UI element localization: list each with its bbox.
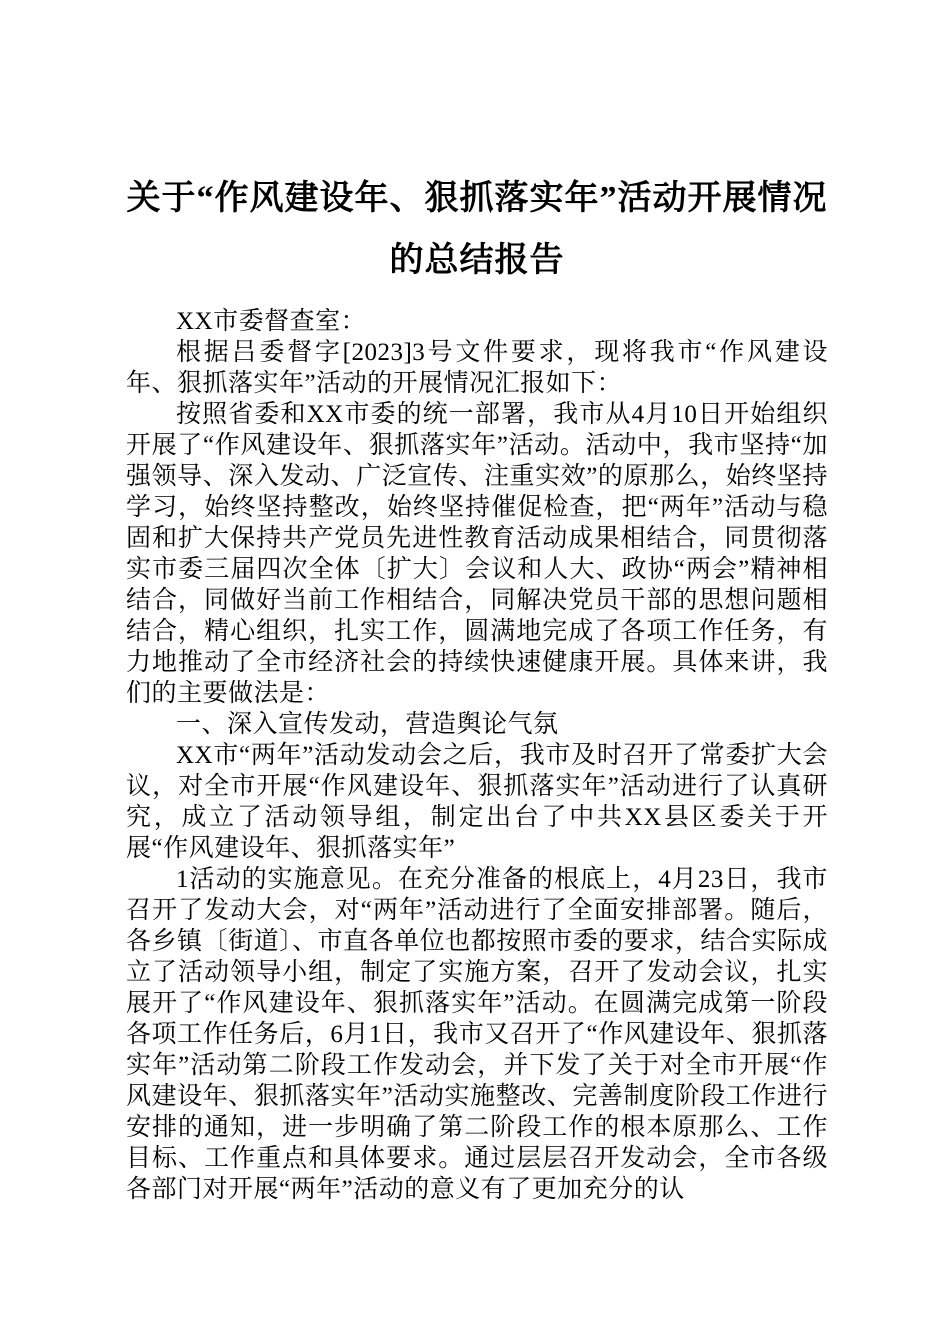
paragraph: 按照省委和XX市委的统一部署，我市从4月10日开始组织开展了“作风建设年、狠抓落实年”活动。活动中，我市坚持“加强领导、深入发动、广泛宣传、注重实效”的原那么，始终坚持学习，始终坚持整改，始终坚持催促检查，把“两年”活动与稳固和扩大保持共产党员先进性教育活动成果相结合，同贯彻落实市委三届四次全体〔扩大〕会议和人大、政协“两会”精神相结合，同做好当前工作相结合，同解决党员干部的思想问题相结合，精心组织，扎实工作，圆满地完成了各项工作任务，有力地推动了全市经济社会的持续快速健康开展。具体来讲，我们的主要做法是： — [126, 401, 828, 707]
paragraph: 1活动的实施意见。在充分准备的根底上，4月23日，我市召开了发动大会，对“两年”活动进行了全面安排部署。随后，各乡镇〔街道〕、市直各单位也都按照市委的要求，结合实际成立了活动领导小组，制定了实施方案，召开了发动会议，扎实展开了“作风建设年、狠抓落实年”活动。在圆满完成第一阶段各项工作任务后，6月1日，我市又召开了“作风建设年、狠抓落实年”活动第二阶段工作发动会，并下发了关于对全市开展“作风建设年、狠抓落实年”活动实施整改、完善制度阶段工作进行安排的通知，进一步明确了第二阶段工作的根本原那么、工作目标、工作重点和具体要求。通过层层召开发动会，全市各级各部门对开展“两年”活动的意义有了更加充分的认 — [126, 866, 828, 1203]
paragraph: XX市“两年”活动发动会之后，我市及时召开了常委扩大会议，对全市开展“作风建设年、狠抓落实年”活动进行了认真研究，成立了活动领导组，制定出台了中共XX县区委关于开展“作风建设年、狠抓落实年” — [126, 742, 828, 862]
document-title: 关于“作风建设年、狠抓落实年”活动开展情况的总结报告 — [126, 180, 828, 279]
paragraph: 一、深入宣传发动，营造舆论气氛 — [176, 711, 559, 738]
paragraph: XX市委督查室： — [176, 308, 367, 335]
document-body — [126, 306, 828, 1205]
paragraph: 根据吕委督字[2023]3号文件要求，现将我市“作风建设年、狠抓落实年”活动的开展情况汇报如下： — [126, 339, 828, 397]
